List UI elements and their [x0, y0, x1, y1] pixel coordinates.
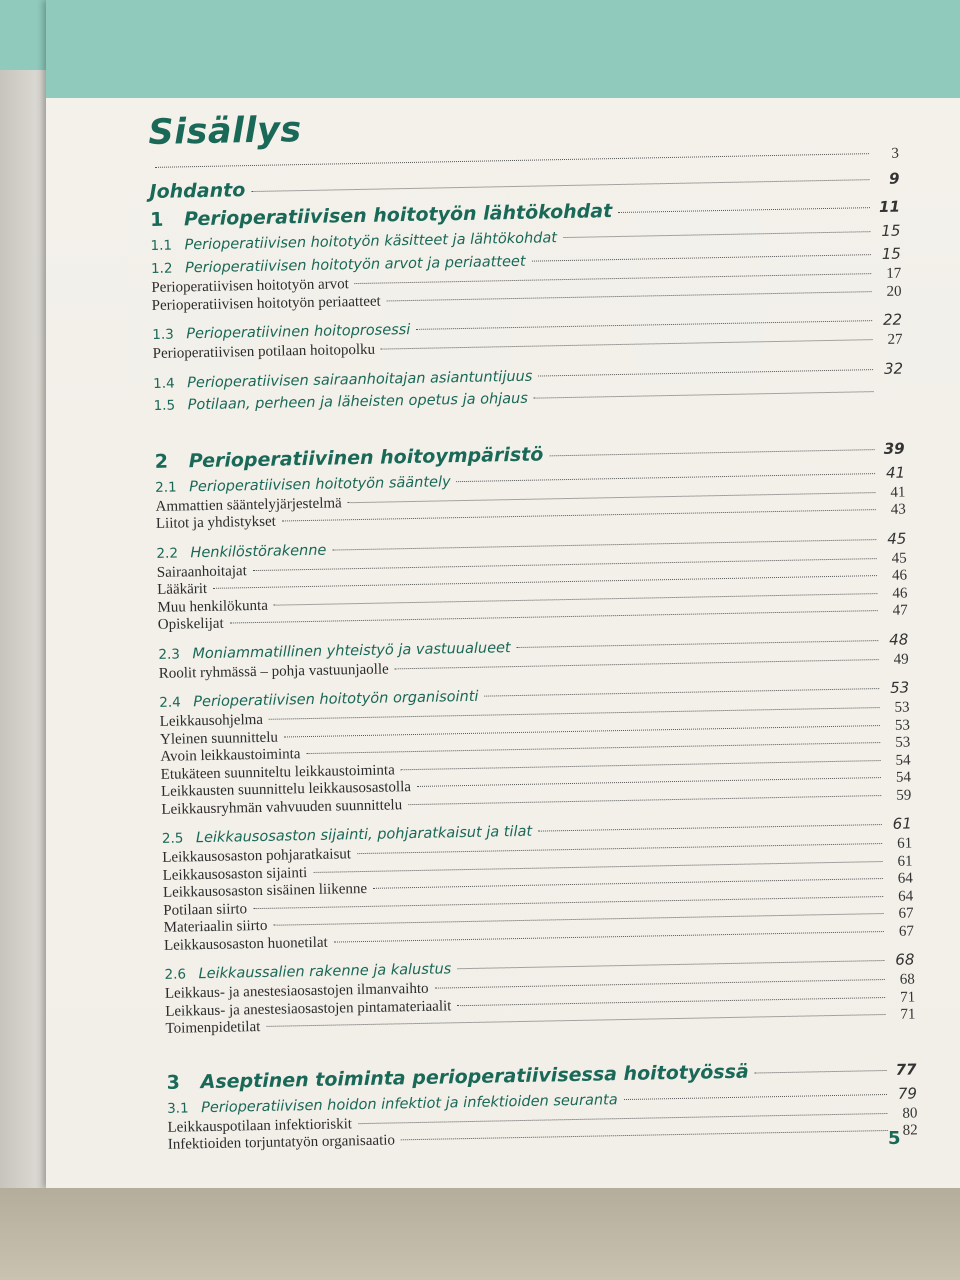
- toc-page-number: 53: [895, 734, 911, 751]
- toc-entry-title: Johdanto: [149, 179, 246, 203]
- dot-leader: [755, 1069, 887, 1073]
- toc-entry-title: Perioperatiivisen hoitotyön käsitteet ja lähtökohdat: [184, 230, 558, 254]
- toc-entry-title: Opiskelijat: [157, 615, 224, 633]
- toc-entry-number: 1.1: [150, 237, 173, 254]
- toc-entry-number: 1.3: [152, 326, 174, 343]
- dot-leader: [381, 339, 872, 349]
- toc-entry-title: Muu henkilökunta: [157, 597, 269, 616]
- toc-entry-number: 1.5: [153, 397, 176, 414]
- dot-leader: [332, 539, 876, 550]
- toc-entry-title: Leikkausosaston sijainti: [162, 864, 308, 884]
- dot-leader: [457, 960, 884, 969]
- header-band: [46, 0, 960, 98]
- toc-page-number: 77: [895, 1059, 917, 1079]
- toc-page-number: 20: [886, 283, 902, 300]
- toc-entry-title: Moniammatillinen yhteistyö ja vastuualueet: [192, 639, 511, 662]
- toc-entry-number: 1.4: [153, 375, 175, 392]
- toc-page-number: 46: [891, 567, 908, 584]
- toc-page-number: 54: [895, 769, 912, 786]
- toc-page-number: 71: [899, 988, 916, 1006]
- toc-entry-title: Yleinen suunnittelu: [159, 729, 279, 748]
- dot-leader: [251, 179, 869, 192]
- footer-page-number: 5: [888, 1128, 901, 1149]
- toc-entry-title: Potilaan, perheen ja läheisten opetus ja ohjaus: [187, 390, 529, 413]
- toc-page-number: 27: [887, 331, 903, 348]
- toc-entry-number: 2.1: [155, 479, 177, 496]
- toc-page-number: 68: [895, 950, 915, 969]
- toc-entry-title: Leikkausryhmän vahvuuden suunnittelu: [161, 796, 403, 818]
- toc-entry-number: 2: [154, 450, 169, 473]
- toc-page-number: 49: [893, 650, 909, 668]
- toc-page-number: 41: [890, 484, 906, 501]
- toc-page-number: 79: [897, 1083, 918, 1103]
- toc-entry-title: Perioperatiivisen hoitotyön arvot: [151, 276, 349, 296]
- dot-leader: [624, 1093, 887, 1099]
- book-page: [46, 0, 960, 1188]
- table-of-contents: [148, 98, 918, 1155]
- dot-leader: [517, 640, 879, 648]
- toc-entry-number: 2.3: [158, 645, 181, 663]
- toc-page-number: 3: [891, 145, 900, 162]
- page-title: Sisällys: [148, 110, 303, 153]
- toc-entry-number: 1: [149, 208, 164, 231]
- toc-page-number: 48: [888, 630, 909, 649]
- toc-page-number: 67: [898, 922, 915, 940]
- dot-leader: [416, 320, 872, 330]
- toc-entry-title: Leikkausosaston sijainti, pohjaratkaisut ja tilat: [195, 823, 533, 847]
- toc-entry-title: Leikkaus- ja anestesiaosastojen ilmanvaihto: [164, 980, 429, 1002]
- toc-entries: [149, 164, 918, 1155]
- toc-page-number: 22: [882, 310, 903, 329]
- toc-entry-title: Perioperatiivinen hoitoprosessi: [186, 322, 411, 343]
- dot-leader: [408, 795, 881, 805]
- dot-leader: [549, 449, 874, 456]
- toc-page-number: 32: [883, 359, 904, 378]
- toc-entry-title: Potilaan siirto: [163, 900, 248, 919]
- toc-page-number: 80: [902, 1104, 918, 1122]
- toc-page-number: 64: [898, 887, 914, 905]
- dot-leader: [282, 509, 876, 521]
- dot-leader: [284, 725, 880, 737]
- toc-entry-title: Leikkausten suunnittelu leikkausosastolla: [160, 779, 412, 800]
- toc-page-number: 43: [890, 501, 906, 518]
- dot-leader: [435, 979, 885, 989]
- toc-page-number: 45: [887, 529, 907, 548]
- dot-leader: [534, 391, 874, 399]
- dot-leader: [457, 473, 875, 482]
- toc-page-number: 15: [881, 221, 901, 240]
- dot-leader: [401, 760, 881, 770]
- dot-leader: [417, 777, 881, 787]
- toc-entry-title: Henkilöstörakenne: [190, 542, 327, 561]
- toc-entry-title: Infektioiden torjuntatyön organisaatio: [167, 1132, 396, 1153]
- toc-page-number: 39: [883, 439, 905, 458]
- toc-entry-number: 2.4: [159, 694, 181, 711]
- toc-page-number: 68: [899, 971, 915, 988]
- toc-entry-title: Leikkaussalien rakenne ja kalustus: [198, 961, 452, 983]
- dot-leader: [306, 742, 880, 754]
- toc-entry-title: Avoin leikkaustoiminta: [160, 746, 301, 765]
- toc-entry-number: 2.5: [161, 830, 184, 847]
- toc-entry-title: Leikkausosaston sisäinen liikenne: [162, 880, 368, 901]
- toc-entry-title: Ammattien sääntelyjärjestelmä: [155, 494, 342, 515]
- toc-entry-title: Toimenpidetilat: [165, 1019, 261, 1037]
- toc-page-number: 61: [897, 852, 913, 870]
- toc-entry-title: Leikkaus- ja anestesiaosastojen pintamateriaalit: [165, 997, 452, 1020]
- toc-page-number: 47: [892, 602, 908, 619]
- toc-page-number: 53: [894, 716, 911, 734]
- toc-entry-title: Perioperatiivisen hoidon infektiot ja infektioiden seuranta: [200, 1091, 618, 1116]
- dot-leader: [401, 1130, 888, 1140]
- dot-leader: [373, 878, 883, 889]
- toc-entry-title: Roolit ryhmässä – pohja vastuunjaolle: [158, 660, 389, 682]
- toc-entry-title: Perioperatiivisen sairaanhoitajan asiantuntijuus: [187, 368, 533, 391]
- toc-page-number: 59: [896, 786, 912, 804]
- toc-page-number: 61: [892, 814, 912, 833]
- toc-page-number: 15: [881, 244, 902, 263]
- toc-entry-number: 2.2: [156, 545, 179, 562]
- toc-entry-title: Leikkauspotilaan infektioriskit: [167, 1115, 353, 1136]
- toc-entry-title: Materiaalin siirto: [163, 917, 268, 936]
- dot-leader: [538, 824, 882, 832]
- toc-entry-number: 1.2: [150, 260, 173, 277]
- toc-page-number: 53: [894, 699, 910, 716]
- dot-leader: [563, 231, 870, 238]
- toc-page-number: 45: [891, 550, 907, 567]
- toc-entry-title: Aseptinen toiminta perioperatiivisessa hoitotyössä: [200, 1060, 749, 1093]
- toc-entry-title: Perioperatiivisen hoitotyön organisointi: [193, 688, 479, 711]
- toc-page-number: 53: [889, 678, 910, 697]
- table-surface: [0, 1188, 960, 1280]
- dot-leader: [484, 688, 879, 697]
- toc-page-number: 41: [885, 463, 906, 482]
- toc-entry-title: Leikkausosaston pohjaratkaisut: [162, 846, 352, 866]
- toc-page-number: 67: [898, 905, 914, 922]
- toc-entry-title: Leikkausosaston huonetilat: [163, 934, 328, 954]
- toc-page-number: 9: [888, 169, 900, 188]
- dot-leader: [387, 291, 872, 301]
- dot-leader: [538, 369, 873, 376]
- toc-entry-title: Etukäteen suunniteltu leikkaustoiminta: [160, 761, 395, 783]
- toc-entry-title: Perioperatiivisen hoitotyön arvot ja periaatteet: [184, 253, 526, 277]
- toc-page-number: 71: [900, 1006, 916, 1023]
- toc-page-number: 46: [892, 585, 908, 602]
- toc-entry-title: Perioperatiivisen potilaan hoitopolku: [152, 341, 376, 362]
- toc-entry-title: Liitot ja yhdistykset: [155, 513, 277, 532]
- toc-entry-title: Leikkausohjelma: [159, 711, 264, 730]
- dot-leader: [334, 931, 884, 943]
- dot-leader: [313, 861, 882, 873]
- toc-entry-title: Lääkärit: [157, 580, 208, 598]
- dot-leader: [618, 207, 870, 213]
- toc-entry-title: Perioperatiivinen hoitoympäristö: [188, 442, 544, 472]
- dot-leader: [274, 593, 878, 606]
- toc-entry-title: Perioperatiivisen hoitotyön periaatteet: [151, 293, 381, 314]
- toc-entry-number: 3.1: [166, 1099, 189, 1117]
- toc-entry-title: Sairaanhoitajat: [156, 562, 247, 581]
- toc-page-number: 82: [902, 1122, 918, 1139]
- toc-page-number: 64: [897, 870, 914, 887]
- dot-leader: [532, 254, 871, 262]
- toc-entry-title: Perioperatiivisen hoitotyön lähtökohdat: [183, 200, 613, 231]
- toc-page-number: 54: [895, 751, 911, 769]
- toc-entry-number: 2.6: [164, 966, 187, 983]
- toc-page-number: 17: [886, 265, 902, 282]
- toc-entry-title: Perioperatiivisen hoitotyön sääntely: [189, 473, 451, 495]
- toc-page-number: 61: [897, 835, 913, 852]
- toc-page-number: 11: [878, 197, 901, 216]
- dot-leader: [457, 997, 885, 1006]
- toc-entry-number: 3: [166, 1071, 181, 1094]
